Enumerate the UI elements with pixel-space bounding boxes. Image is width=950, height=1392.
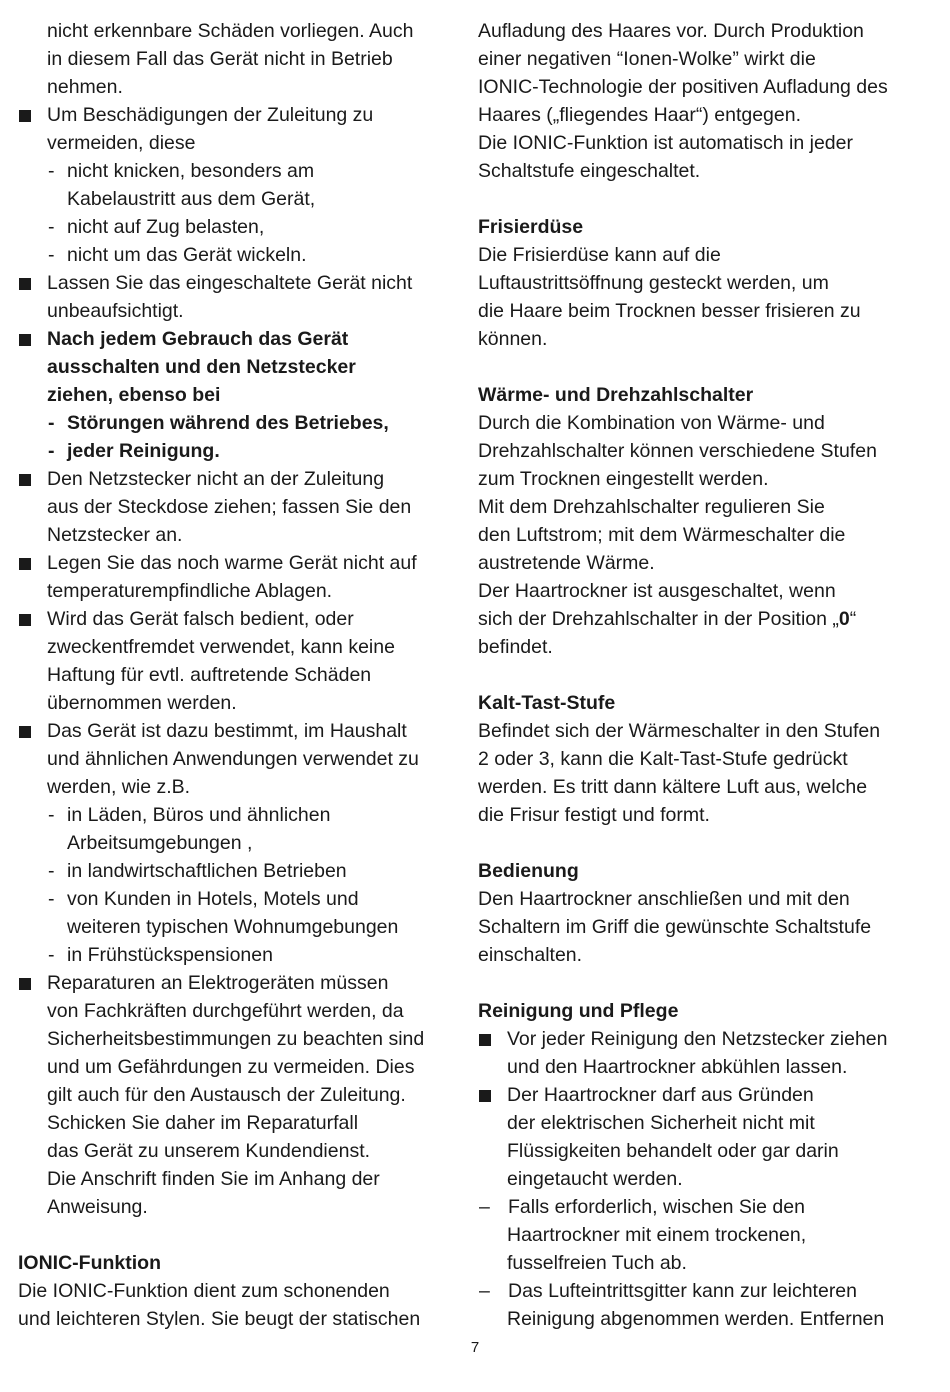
text-line: Mit dem Drehzahlschalter regulieren Sie: [478, 496, 825, 518]
text-line: in diesem Fall das Gerät nicht in Betrieb: [47, 48, 393, 70]
bullet-item: Das Gerät ist dazu bestimmt, im Haushalt: [18, 717, 438, 745]
text-line: Die IONIC-Funktion ist automatisch in jeder: [478, 132, 853, 154]
text-line: Haares („fliegendes Haar“) entgegen.: [478, 104, 802, 126]
text-line: ausschalten und den Netzstecker: [47, 356, 356, 378]
text-line: nehmen.: [47, 76, 123, 98]
text-line: Sicherheitsbestimmungen zu beachten sind: [47, 1028, 425, 1050]
text-line: aus der Steckdose ziehen; fassen Sie den: [47, 496, 412, 518]
text-line: Die Anschrift finden Sie im Anhang der: [47, 1168, 380, 1190]
bullet-item: Reparaturen an Elektrogeräten müssen: [18, 969, 438, 997]
text-line: Schaltstufe eingeschaltet.: [478, 160, 701, 182]
text-line: IONIC-Technologie der positiven Aufladung des: [478, 76, 888, 98]
section-heading: Frisierdüse: [478, 216, 584, 238]
text-line: weiteren typischen Wohnumgebungen: [67, 916, 399, 938]
text-line: Haartrockner mit einem trockenen,: [507, 1224, 807, 1246]
dash-item: - in Frühstückspensionen: [18, 941, 438, 969]
text-line: Den Haartrockner anschließen und mit den: [478, 888, 850, 910]
text-line: temperaturempfindliche Ablagen.: [47, 580, 333, 602]
text-line: können.: [478, 328, 548, 350]
right-column: [478, 17, 898, 1333]
text-line: Anweisung.: [47, 1196, 148, 1218]
dash-item: - jeder Reinigung.: [18, 437, 438, 465]
text-line: fusselfreien Tuch ab.: [507, 1252, 687, 1274]
spacer: [478, 969, 898, 997]
bullet-item: Um Beschädigungen der Zuleitung zu: [18, 101, 438, 129]
text-line: und ähnlichen Anwendungen verwendet zu: [47, 748, 419, 770]
dash-item: - von Kunden in Hotels, Motels und: [18, 885, 438, 913]
text-line: Durch die Kombination von Wärme- und: [478, 412, 825, 434]
text-line: gilt auch für den Austausch der Zuleitung.: [47, 1084, 406, 1106]
text-line: Arbeitsumgebungen ,: [67, 832, 253, 854]
text-line: Die Frisierdüse kann auf die: [478, 244, 721, 266]
bullet-item: Vor jeder Reinigung den Netzstecker ziehen: [478, 1025, 898, 1053]
section-heading: IONIC-Funktion: [18, 1252, 161, 1274]
dash-item: – Falls erforderlich, wischen Sie den: [478, 1193, 898, 1221]
text-line: die Haare beim Trocknen besser frisieren zu: [478, 300, 861, 322]
text-line: befindet.: [478, 636, 553, 658]
text-line: Haftung für evtl. auftretende Schäden: [47, 664, 372, 686]
section-heading: Reinigung und Pflege: [478, 1000, 679, 1022]
bullet-item: Legen Sie das noch warme Gerät nicht auf: [18, 549, 438, 577]
spacer: [478, 353, 898, 381]
spacer: [478, 185, 898, 213]
bullet-item: Nach jedem Gebrauch das Gerät: [18, 325, 438, 353]
spacer: [18, 1221, 438, 1249]
text-line: und den Haartrockner abkühlen lassen.: [507, 1056, 848, 1078]
text-line: einschalten.: [478, 944, 583, 966]
text-line: von Fachkräften durchgeführt werden, da: [47, 1000, 404, 1022]
text-line: Befindet sich der Wärmeschalter in den Stufen: [478, 720, 881, 742]
text-line: Luftaustrittsöffnung gesteckt werden, um: [478, 272, 829, 294]
dash-item: - in landwirtschaftlichen Betrieben: [18, 857, 438, 885]
text-line: Drehzahlschalter können verschiedene Stufen: [478, 440, 877, 462]
text-line: Aufladung des Haares vor. Durch Produktion: [478, 20, 864, 42]
spacer: [478, 829, 898, 857]
text-line: den Luftstrom; mit dem Wärmeschalter die: [478, 524, 846, 546]
text-line: und um Gefährdungen zu vermeiden. Dies: [47, 1056, 415, 1078]
text-line: 2 oder 3, kann die Kalt-Tast-Stufe gedrückt: [478, 748, 848, 770]
section-heading: Kalt-Tast-Stufe: [478, 692, 616, 714]
switch-position-value: 0: [838, 608, 850, 630]
text-line: austretende Wärme.: [478, 552, 655, 574]
left-column: [18, 17, 438, 1333]
text-line: einer negativen “Ionen-Wolke” wirkt die: [478, 48, 816, 70]
text-line: Die IONIC-Funktion dient zum schonenden: [18, 1280, 390, 1302]
section-heading: Bedienung: [478, 860, 579, 882]
section-heading: Wärme- und Drehzahlschalter: [478, 384, 754, 406]
text-line: Kabelaustritt aus dem Gerät,: [67, 188, 316, 210]
text-line: ziehen, ebenso bei: [47, 384, 221, 406]
text-line: und leichteren Stylen. Sie beugt der statischen: [18, 1308, 421, 1330]
text-line: werden, wie z.B.: [47, 776, 191, 798]
dash-item: - Störungen während des Betriebes,: [18, 409, 438, 437]
bullet-item: Den Netzstecker nicht an der Zuleitung: [18, 465, 438, 493]
dash-item: - in Läden, Büros und ähnlichen: [18, 801, 438, 829]
text-line: vermeiden, diese: [47, 132, 196, 154]
text-line: übernommen werden.: [47, 692, 237, 714]
text-line: Der Haartrockner ist ausgeschaltet, wenn: [478, 580, 836, 602]
text-line: unbeaufsichtigt.: [47, 300, 184, 322]
page-number: 7: [470, 1339, 480, 1356]
text-line: werden. Es tritt dann kältere Luft aus, welche: [478, 776, 868, 798]
text-line: zum Trocknen eingestellt werden.: [478, 468, 769, 490]
bullet-item: Der Haartrockner darf aus Gründen: [478, 1081, 898, 1109]
text-line: zweckentfremdet verwendet, kann keine: [47, 636, 395, 658]
dash-item: - nicht knicken, besonders am: [18, 157, 438, 185]
dash-item: – Das Lufteintrittsgitter kann zur leichteren: [478, 1277, 898, 1305]
text-line: die Frisur festigt und formt.: [478, 804, 710, 826]
bullet-item: Wird das Gerät falsch bedient, oder: [18, 605, 438, 633]
dash-item: - nicht um das Gerät wickeln.: [18, 241, 438, 269]
text-line: Schaltern im Griff die gewünschte Schaltstufe: [478, 916, 872, 938]
text-fragment: sich der Drehzahlschalter in der Position „: [478, 608, 839, 630]
dash-item: - nicht auf Zug belasten,: [18, 213, 438, 241]
text-line: Schicken Sie daher im Reparaturfall: [47, 1112, 359, 1134]
spacer: [478, 661, 898, 689]
text-fragment: “: [849, 608, 857, 630]
text-line: der elektrischen Sicherheit nicht mit: [507, 1112, 815, 1134]
text-line: Flüssigkeiten behandelt oder gar darin: [507, 1140, 839, 1162]
text-line: nicht erkennbare Schäden vorliegen. Auch: [47, 20, 414, 42]
text-line: eingetaucht werden.: [507, 1168, 683, 1190]
switch-position-line: [478, 605, 898, 633]
text-line: Reinigung abgenommen werden. Entfernen: [507, 1308, 885, 1330]
text-line: Netzstecker an.: [47, 524, 183, 546]
bullet-item: Lassen Sie das eingeschaltete Gerät nicht: [18, 269, 438, 297]
text-line: das Gerät zu unserem Kundendienst.: [47, 1140, 371, 1162]
